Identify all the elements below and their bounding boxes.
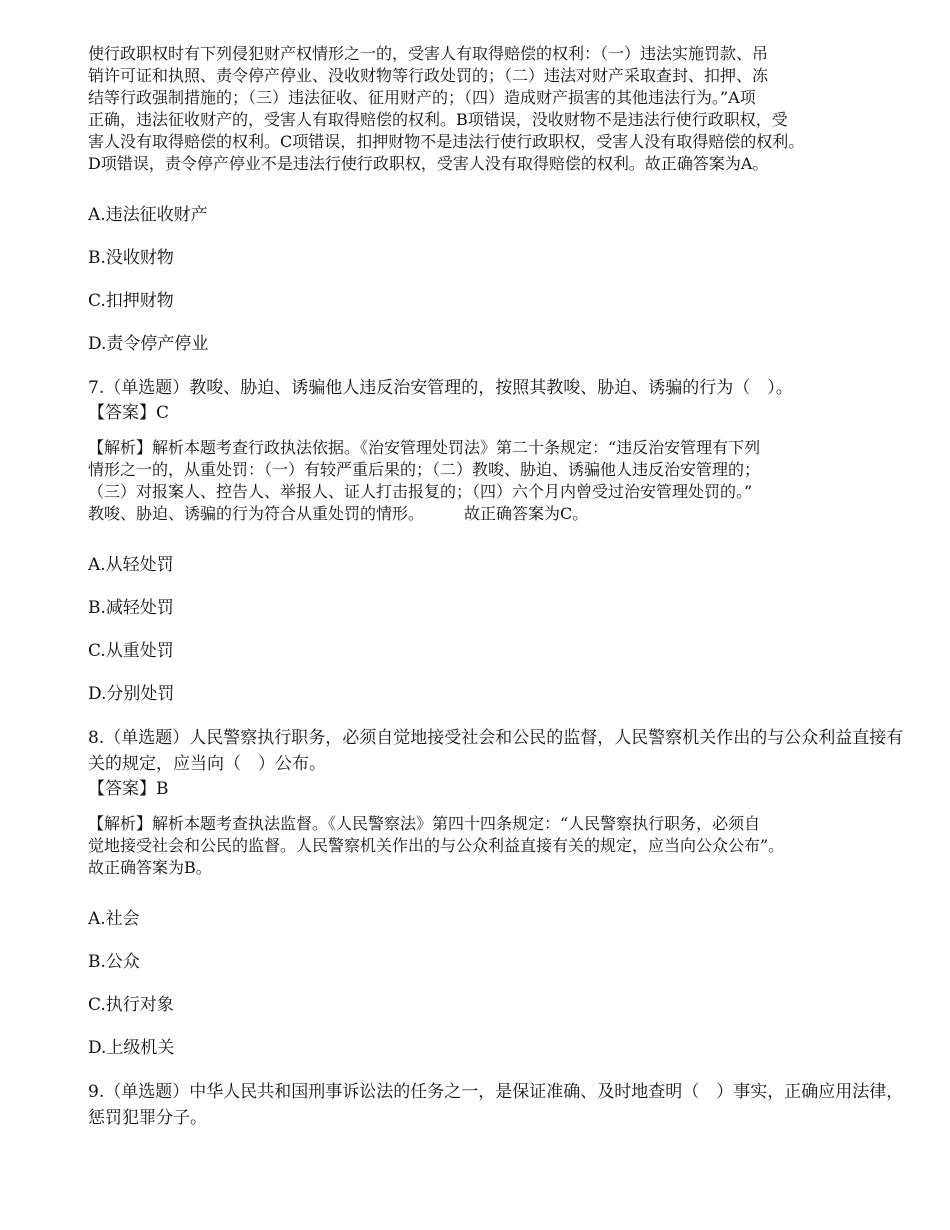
q8-question: 8.（单选题）人民警察执行职务，必须自觉地接受社会和公民的监督，人民警察机关作出的与公众利益直接有关的规定，应当向（ ）公布。 (88, 728, 904, 774)
q8-explanation: 【解析】解析本题考查执法监督。《人民警察法》第四十四条规定：“人民警察执行职务，必须自 觉地接受社会和公民的监督。人民警察机关作出的与公众利益直接有关的规定，应当向公众公布”。 故正确答案为B。 (88, 814, 785, 877)
q7-answer: 【答案】C (88, 403, 170, 423)
q6-option-a: A.违法征收财产 (88, 205, 208, 225)
q7-explanation: 【解析】解析本题考查行政执法依据。《治安管理处罚法》第二十条规定：“违反治安管理有下列 情形之一的，从重处罚：（一）有较严重后果的；（二）教唆、胁迫、诱骗他人违反治安管理的； （三）对报案人、控告人、举报人、证人打击报复的；（四）六个月内曾受过治安管理处罚的。” 教唆、胁迫、诱骗的行为符合从重处罚的情形。 故正确答案为C。 (88, 438, 761, 523)
q7-option-b: B.减轻处罚 (88, 598, 174, 618)
q7-option-c: C.从重处罚 (88, 641, 174, 661)
q8-option-a: A.社会 (88, 909, 140, 929)
q6-option-b: B.没收财物 (88, 248, 174, 268)
q8-answer: 【答案】B (88, 779, 169, 799)
q9-question: 9.（单选题）中华人民共和国刑事诉讼法的任务之一，是保证准确、及时地查明（ ）事实，正确应用法律，惩罚犯罪分子。 (88, 1082, 904, 1128)
document-page (88, 43, 916, 1131)
q7-option-a: A.从轻处罚 (88, 555, 174, 575)
q6-option-d: D.责令停产停业 (88, 334, 209, 354)
q6-explanation: 使行政职权时有下列侵犯财产权情形之一的，受害人有取得赔偿的权利：（一）违法实施罚款、吊 销许可证和执照、责令停产停业、没收财物等行政处罚的；（二）违法对财产采取查封、扣押、冻 结等行政强制措施的；（三）违法征收、征用财产的；（四）造成财产损害的其他违法行为。”A项 正确，违法征收财产的，受害人有取得赔偿的权利。B项错误，没收财物不是违法行使行政职权，受 害人没有取得赔偿的权利。C项错误，扣押财物不是违法行使行政职权，受害人没有取得赔偿的权利。 D项错误，责令停产停业不是违法行使行政职权，受害人没有取得赔偿的权利。故正确答案为A。 (88, 44, 805, 173)
q8-option-b: B.公众 (88, 952, 140, 972)
q7-question: 7.（单选题）教唆、胁迫、诱骗他人违反治安管理的，按照其教唆、胁迫、诱骗的行为（ ）。 (88, 378, 793, 398)
q8-option-c: C.执行对象 (88, 995, 174, 1015)
q7-option-d: D.分别处罚 (88, 684, 175, 704)
q6-option-c: C.扣押财物 (88, 291, 174, 311)
q8-option-d: D.上级机关 (88, 1038, 175, 1058)
